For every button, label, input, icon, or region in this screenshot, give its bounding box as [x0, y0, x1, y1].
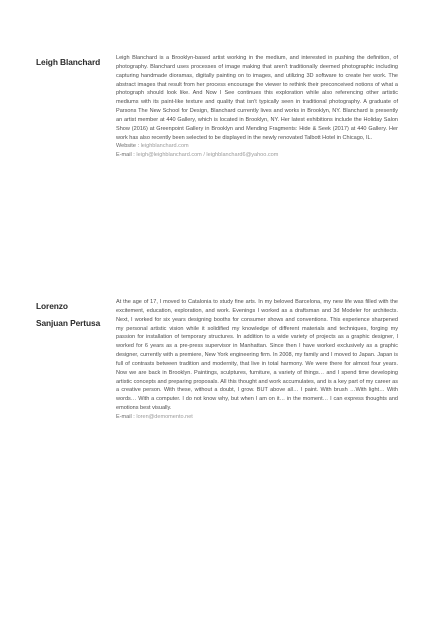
artist-bio-lorenzo-sanjuan-pertusa — [36, 298, 398, 422]
email-link[interactable]: leigh@leighblanchard.com / leighblanchard6@yahoo.com — [136, 152, 279, 159]
website-line — [116, 142, 398, 151]
artist-name — [36, 54, 116, 160]
artist-name — [36, 298, 116, 422]
artist-bio-leigh-blanchard — [36, 54, 398, 160]
bio-paragraph: Leigh Blanchard is a Brooklyn-based artist working in the medium, and interested in pushing the definition, of photography. Blanchard uses processes of image making that aren't traditionally deemed photographic including capturing handmade dioramas, digitally painting on to images, and utilizing 3D software to create her work. The abstract images that result from her process encourage the viewer to rethink their preconceived notions of what a photograph should look like. And Now I See continues this exploration while also referencing other artistic mediums with its paint-like texture and quality that isn't typically seen in traditional photography. A graduate of Parsons The New School for Design, Blanchard currently lives and works in Brooklyn, NY. Blanchard is presently an artist member at 440 Gallery, which is located in Brooklyn, NY. Her latest exhibitions include the Holiday Salon Show (2016) at Greenpoint Gallery in Brooklyn and Mending Fragments: Hide & Seek (2017) at 440 Gallery. Her work has also recently been selected to be displayed in the newly renovated Talbott Hotel in Chicago, IL. — [116, 55, 398, 141]
email-line — [116, 413, 398, 422]
bio-text-column — [116, 54, 398, 160]
website-link[interactable]: leighblanchard.com — [140, 143, 189, 150]
bio-paragraph: At the age of 17, I moved to Catalonia to study fine arts. In my beloved Barcelona, my new life was filled with the excitement, education, exploration, and work. Evenings I worked as a draftsman and 3d Modeler for architects. Next, I worked for six years designing booths for consumer shows and conventions. This experience sharpened my personal artistic vision while it solidified my knowledge of different materials and techniques, forging my passion for installation of temporary structures. In addition to a wide variety of projects as a graphic designer, I worked for 6 years as a pre-press supervisor in Manhattan. Since then I have worked exclusively as a graphic designer, currently with a premiere, New York engineering firm. In 2008, my family and I moved to Japan. Japan is full of contrasts between tradition and modernity, that live in total harmony. We were there for almost four years. Now we are back in Brooklyn. Paintings, sculptures, furniture, a variety of things… and I spend time developing artistic concepts and preparing proposals. All this thought and work accumulates, and is a key part of my career as a creative person. With these, without a doubt, I grow. BUT above all… I paint. With brush …With light… With words… With a computer. I do not know why, but when I am on it… in the moment… I can express thoughts and emotions best visually. — [116, 299, 398, 412]
artist-name-line: Lorenzo — [36, 301, 68, 311]
bio-text-column — [116, 298, 398, 422]
email-link[interactable]: loren@demomento.net — [136, 413, 193, 420]
email-label: E-mail : — [116, 413, 137, 420]
website-label: Website : — [116, 143, 141, 150]
artist-name-line: Sanjuan Pertusa — [36, 318, 101, 328]
email-label: E-mail : — [116, 152, 137, 159]
artist-name-line: Leigh Blanchard — [36, 57, 101, 67]
email-line — [116, 151, 398, 160]
